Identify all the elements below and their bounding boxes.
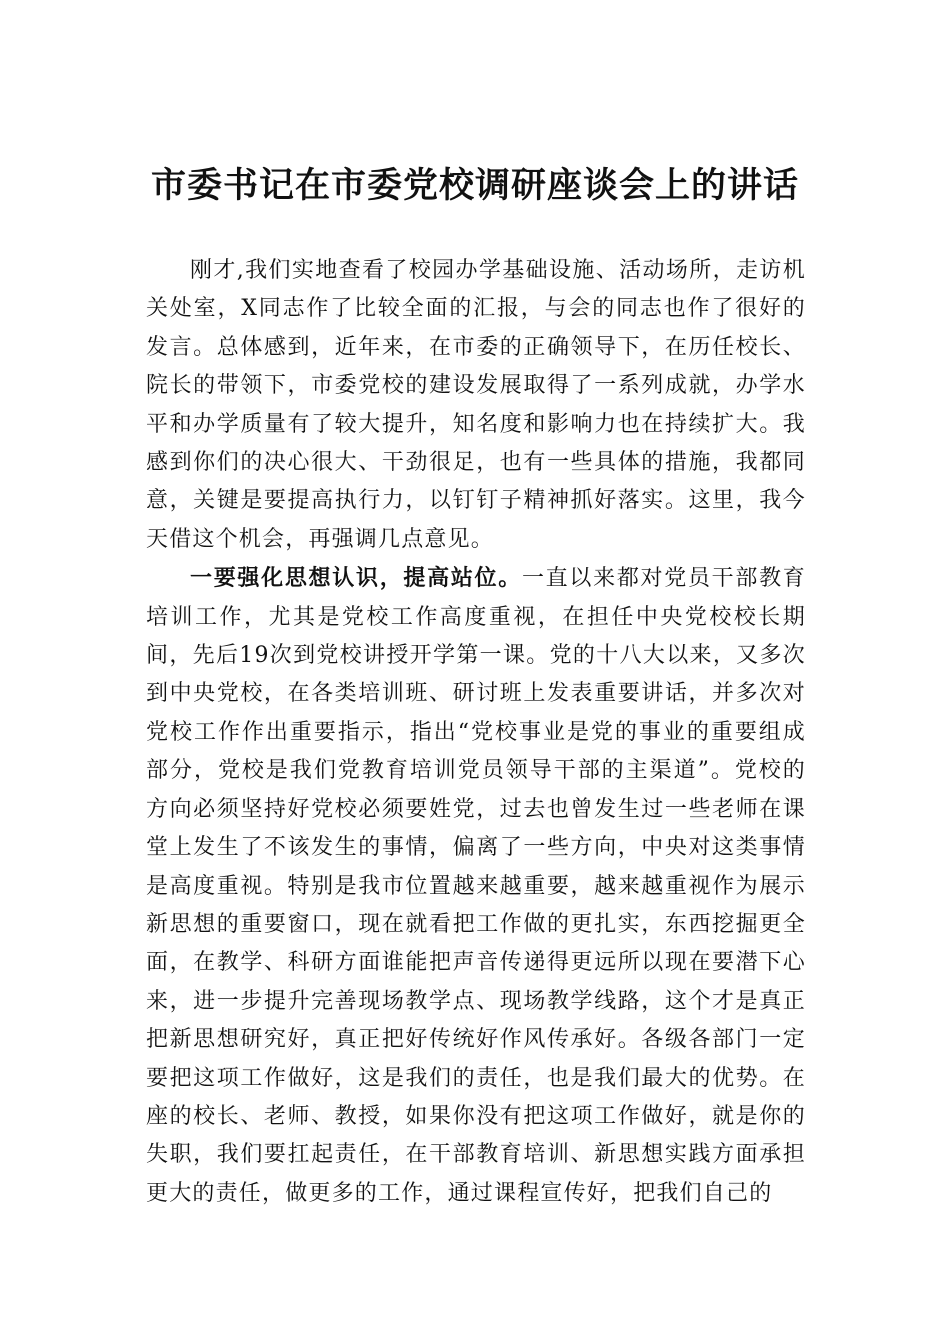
paragraph-2-text: 一直以来都对党员干部教育培训工作，尤其是党校工作高度重视，在担任中央党校校长期间，先后19次到党校讲授开学第一课。党的十八大以来，又多次到中央党校，在各类培训班、研讨班上发表重要讲话，并多次对党校工作作出重要指示，指出“党校事业是党的事业的重要组成部分，党校是我们党教育培训党员领导干部的主渠道”。党校的方向必须坚持好党校必须要姓党，过去也曾发生过一些老师在课堂上发生了不该发生的事情，偏离了一些方向，中央对这类事情是高度重视。特别是我市位置越来越重要，越来越重视作为展示新思想的重要窗口，现在就看把工作做的更扎实，东西挖掘更全面，在教学、科研方面谁能把声音传递得更远所以现在要潜下心来，进一步提升完善现场教学点、现场教学线路，这个才是真正把新思想研究好，真正把好传统好作风传承好。各级各部门一定要把这项工作做好，这是我们的责任，也是我们最大的优势。在座的校长、老师、教授，如果你没有把这项工作做好，就是你的失职，我们要扛起责任，在干部教育培训、新思想实践方面承担更大的责任，做更多的工作，通过课程宣传好，把我们自己的: [146, 566, 806, 1206]
paragraph-2-lead: 一要强化思想认识，提高站位。: [190, 565, 522, 592]
document-title: 市委书记在市委党校调研座谈会上的讲话: [150, 165, 799, 206]
document-body: [146, 252, 806, 1213]
paragraph-1: [146, 252, 806, 559]
paragraph-2: [146, 559, 806, 1213]
paragraph-1-text: 刚才,我们实地查看了校园办学基础设施、活动场所，走访机关处室，X同志作了比较全面的汇报，与会的同志也作了很好的发言。总体感到，近年来，在市委的正确领导下，在历任校长、院长的带领下，市委党校的建设发展取得了一系列成就，办学水平和办学质量有了较大提升，知名度和影响力也在持续扩大。我感到你们的决心很大、干劲很足，也有一些具体的措施，我都同意，关键是要提高执行力，以钉钉子精神抓好落实。这里，我今天借这个机会，再强调几点意见。: [146, 258, 806, 552]
